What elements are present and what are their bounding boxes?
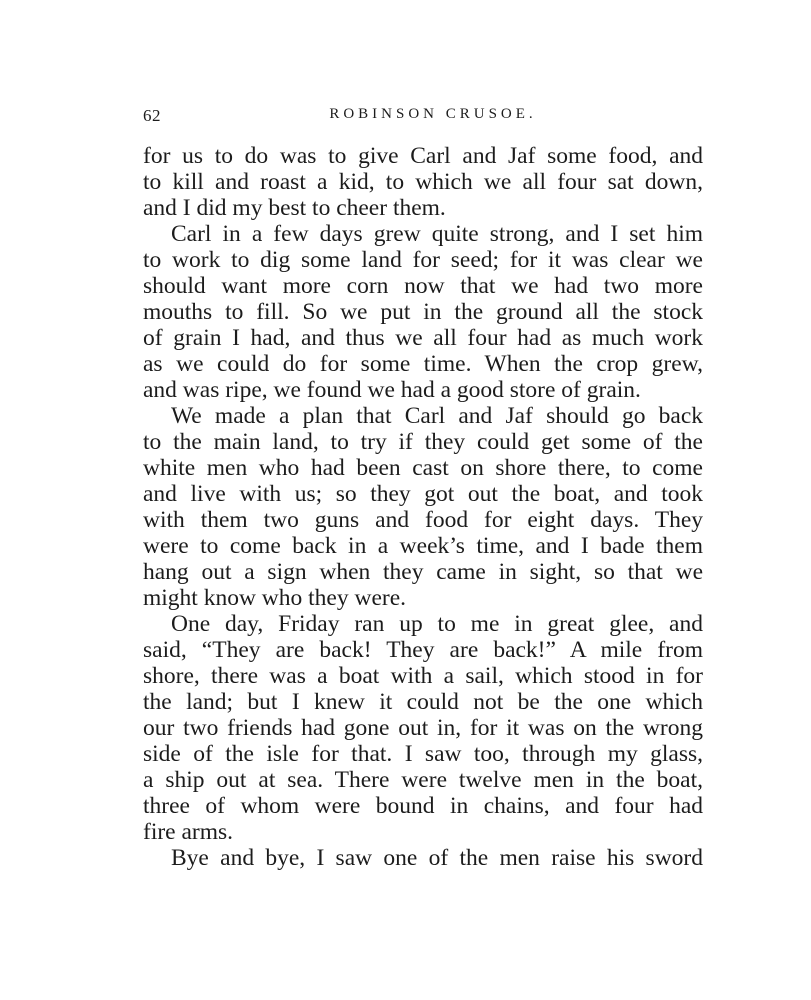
text-line: were to come back in a week’s time, and I bade them <box>143 533 703 559</box>
text-line: the land; but I knew it could not be the one which <box>143 689 703 715</box>
text-line: to work to dig some land for seed; for it was clear we <box>143 247 703 273</box>
text-line: three of whom were bound in chains, and four had <box>143 793 703 819</box>
text-line: Carl in a few days grew quite strong, and I set him <box>171 221 703 247</box>
text-line: and was ripe, we found we had a good store of grain. <box>143 377 641 403</box>
text-line: of grain I had, and thus we all four had as much work <box>143 325 703 351</box>
text-line: to kill and roast a kid, to which we all four sat down, <box>143 169 703 195</box>
text-line: We made a plan that Carl and Jaf should go back <box>171 403 703 429</box>
text-line: for us to do was to give Carl and Jaf some food, and <box>143 143 703 169</box>
text-line: a ship out at sea. There were twelve men in the boat, <box>143 767 703 793</box>
text-line: and live with us; so they got out the boat, and took <box>143 481 703 507</box>
text-line: and I did my best to cheer them. <box>143 195 446 221</box>
text-line: hang out a sign when they came in sight, so that we <box>143 559 703 585</box>
text-line: said, “They are back! They are back!” A mile from <box>143 637 703 663</box>
text-line: shore, there was a boat with a sail, which stood in for <box>143 663 703 689</box>
text-line: with them two guns and food for eight days. They <box>143 507 703 533</box>
text-line: to the main land, to try if they could get some of the <box>143 429 703 455</box>
text-line: white men who had been cast on shore there, to come <box>143 455 703 481</box>
page-number: 62 <box>143 106 161 125</box>
text-line: Bye and bye, I saw one of the men raise his sword <box>171 845 703 871</box>
running-title: ROBINSON CRUSOE. <box>329 106 537 122</box>
text-line: should want more corn now that we had two more <box>143 273 703 299</box>
text-line: fire arms. <box>143 819 234 845</box>
text-line: side of the isle for that. I saw too, through my glass, <box>143 741 703 767</box>
text-line: our two friends had gone out in, for it was on the wrong <box>143 715 703 741</box>
running-head <box>143 106 703 130</box>
text-line: One day, Friday ran up to me in great glee, and <box>171 611 703 637</box>
text-line: might know who they were. <box>143 585 407 611</box>
body-text <box>143 143 703 871</box>
text-line: mouths to fill. So we put in the ground all the stock <box>143 299 703 325</box>
text-line: as we could do for some time. When the crop grew, <box>143 351 703 377</box>
